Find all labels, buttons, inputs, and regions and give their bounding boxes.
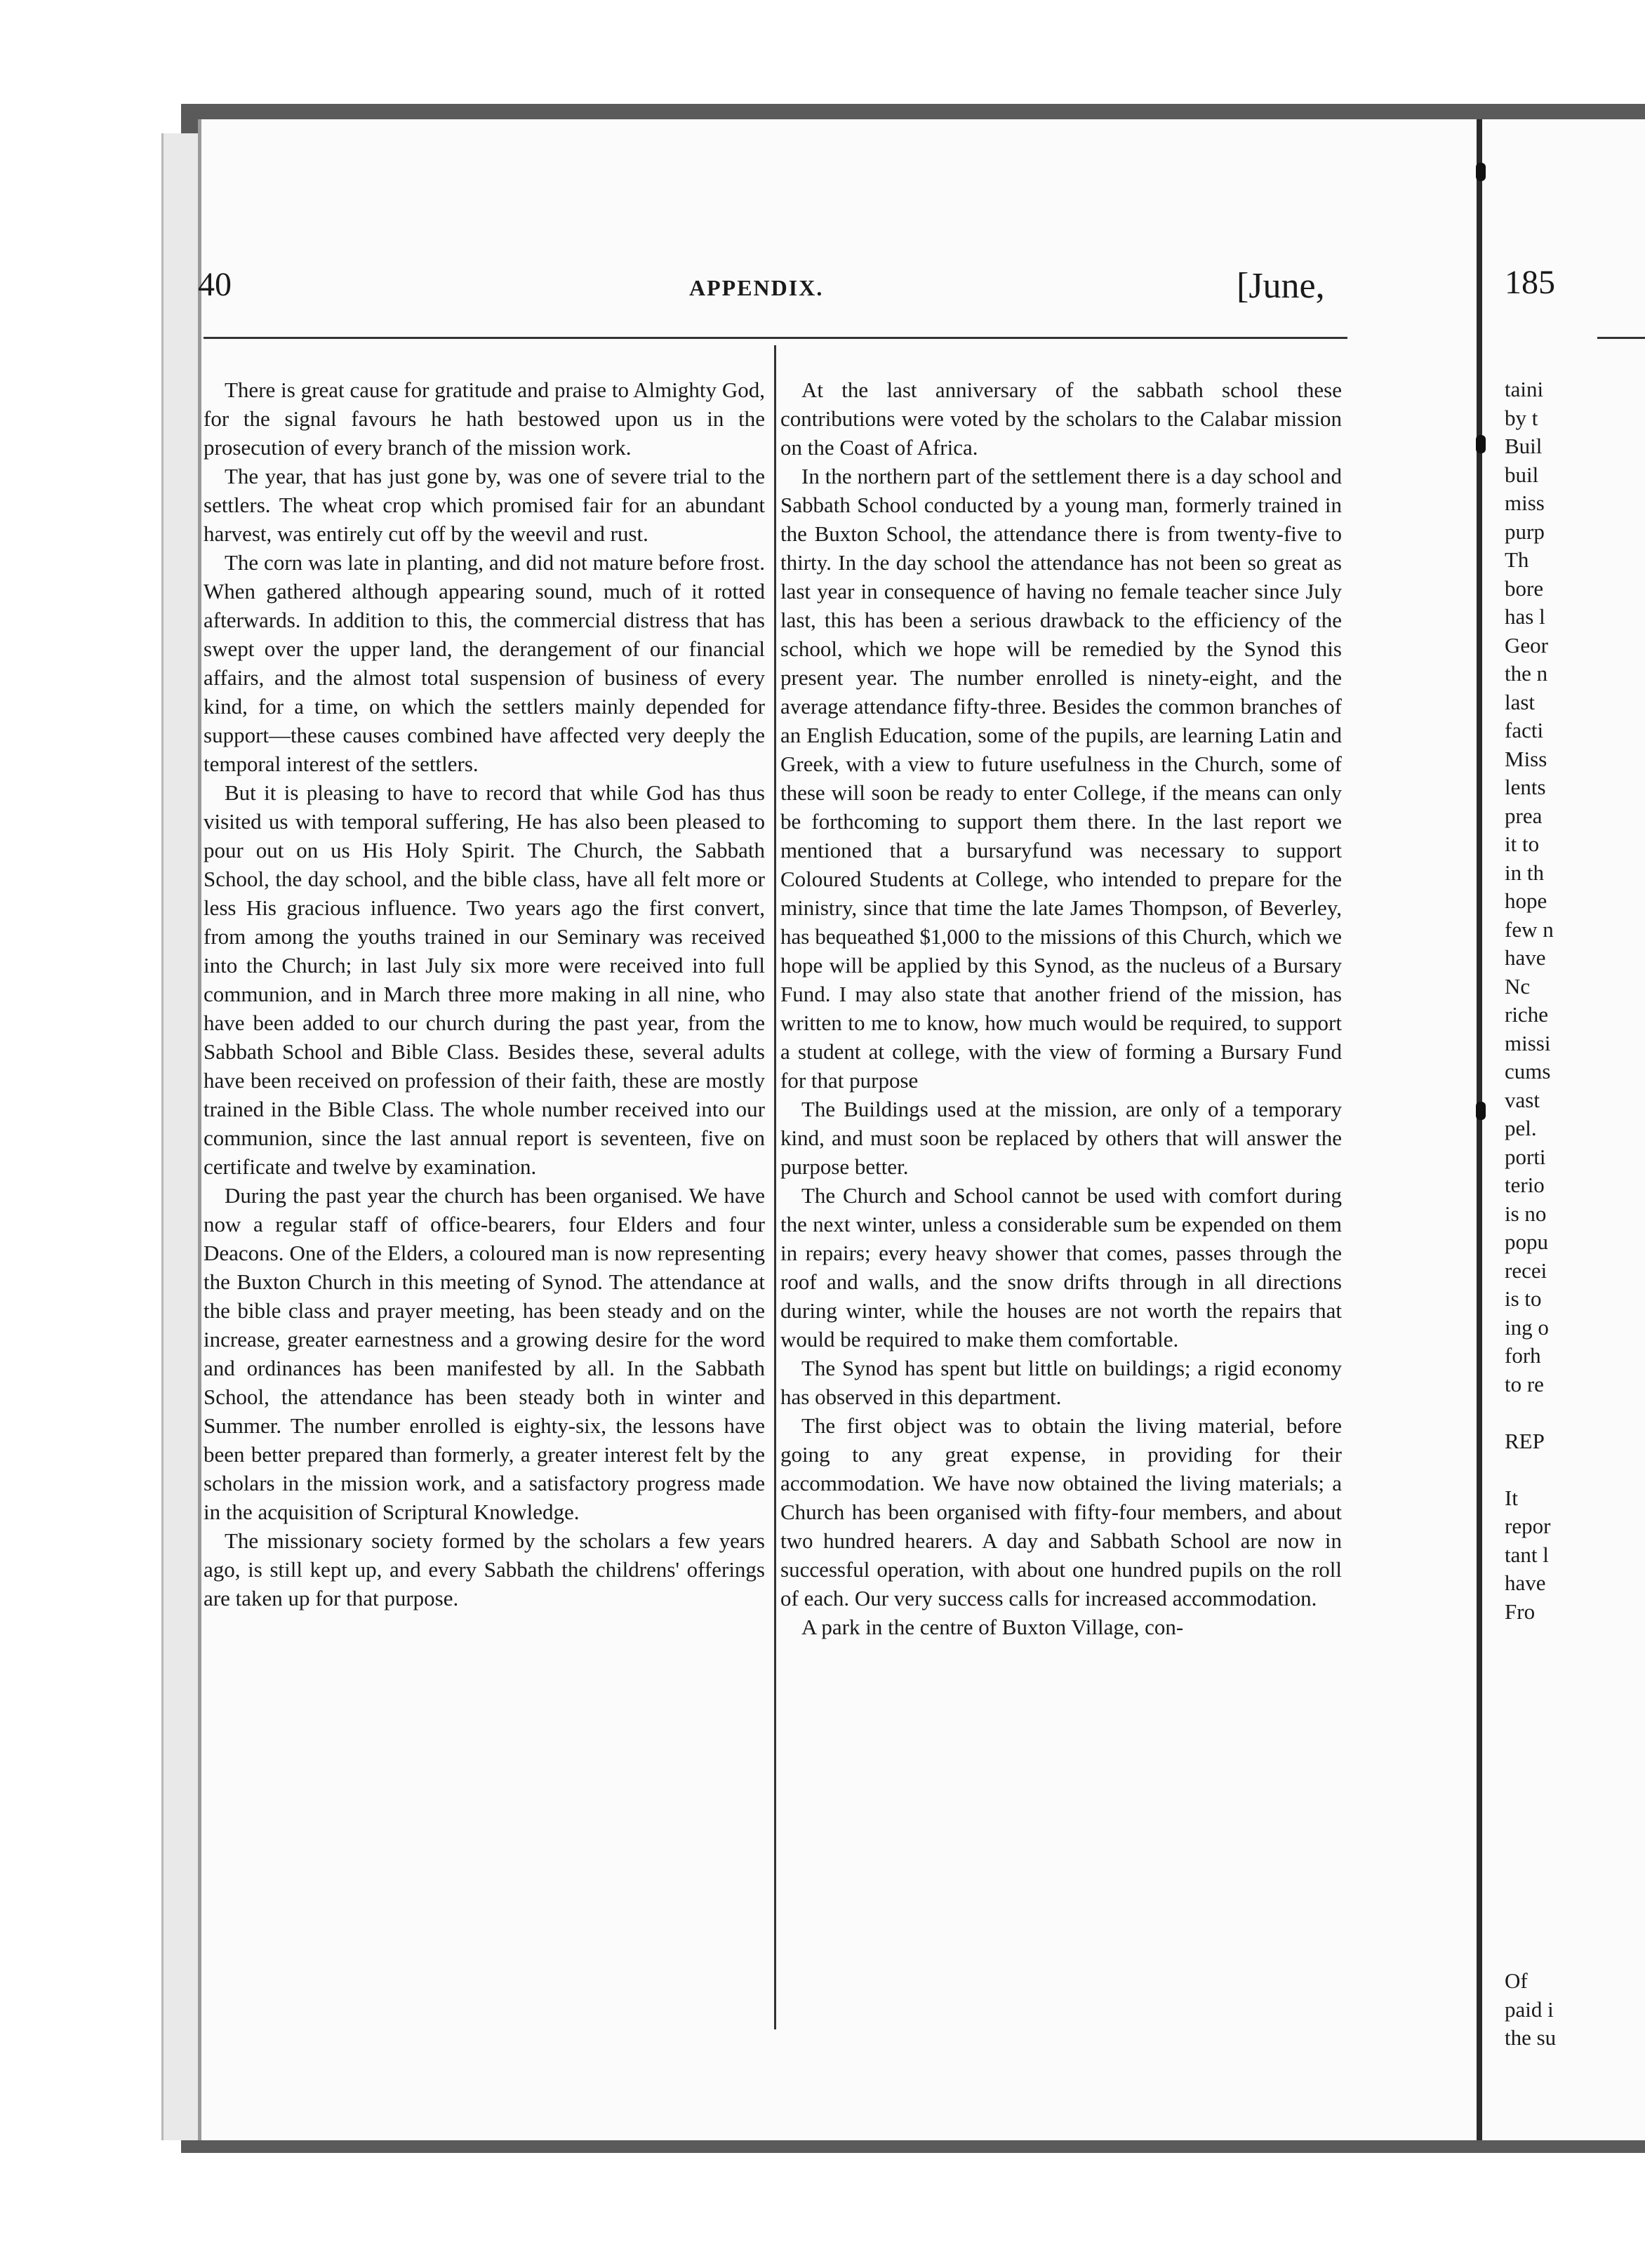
facing-page-line [1505, 1455, 1556, 1484]
paragraph: The Buildings used at the mission, are only of a temporary kind, and must soon be replaced by others that will answer the purpose better. [780, 1097, 1342, 1179]
facing-page-line: REP [1505, 1428, 1545, 1453]
facing-page-line [1505, 1768, 1556, 1797]
facing-page-line: missi [1505, 1030, 1551, 1055]
facing-page-line: forh [1505, 1343, 1541, 1368]
paragraph: In the northern part of the settlement there is a day school and Sabbath School conducted by a young man, formerly trained in the Buxton School, the attendance there is from twenty-five to thirty. In the day school the attendance has not been so great as last year in consequence of having no female teacher since July last, this has been a serious drawback to the efficiency of the school, which we hope will be remedied by the Synod this present year. The number enrolled is ninety-eight, and the average attendance fifty-three. Besides the common branches of an English Education, some of the pupils, are learning Latin and Greek, with a view to future usefulness in the Church, some of these will soon be ready to enter College, if the means can only be forthcoming to support them there. In the last report we mentioned that a bursaryfund was necessary to support Coloured Students at College, who intended to prepare for the ministry, since that time the late James Thompson, of Beverley, has bequeathed $1,000 to the missions of this Church, which we hope will be applied by this Synod, as the nucleus of a Bursary Fund. I may also state that another friend of the mission, has written to me to know, how much would be required, to support a student at college, with the view of forming a Bursary Fund for that purpose [780, 464, 1342, 1093]
facing-page-line: facti [1505, 718, 1544, 742]
facing-page-line [1505, 1655, 1556, 1683]
left-column [204, 375, 765, 1613]
facing-page-line: cums [1505, 1059, 1551, 1083]
facing-page-line [1505, 1399, 1556, 1427]
paragraph: The missionary society formed by the scholars a few years ago, is still kept up, and every Sabbath the childrens' offerings are taken up for that purpose. [204, 1528, 765, 1610]
facing-page-line: ing o [1505, 1314, 1549, 1340]
facing-page-line [1505, 1910, 1556, 1939]
facing-page-line [1505, 1882, 1556, 1911]
header-rule [204, 337, 1347, 339]
facing-page-line: it to [1505, 832, 1540, 856]
facing-page-line: tant l [1505, 1542, 1549, 1567]
facing-page-line: It [1505, 1485, 1518, 1510]
facing-page-line [1505, 1853, 1556, 1882]
facing-page-rule [1597, 337, 1645, 339]
facing-page-line [1505, 1626, 1556, 1655]
paragraph: During the past year the church has been organised. We have now a regular staff of office-bearers, four Elders and four Deacons. One of the Elders, a coloured man is now representing the Buxton Church in this meeting of Synod. The attendance at the bible class and prayer meeting, has been steady and on the increase, greater earnestness and a growing desire for the word and ordinances has been manifested by all. In the Sabbath School, the attendance has been steady both in winter and Summer. The number enrolled is eighty-six, the lessons have been better prepared than formerly, a greater interest felt by the scholars in the mission work, and a satisfactory progress made in the acquisition of Scriptural Knowledge. [204, 1183, 765, 1524]
facing-page-line: recei [1505, 1258, 1547, 1283]
paragraph: The corn was late in planting, and did not mature before frost. When gathered although appearing sound, much of it rotted afterwards. In addition to this, the commercial distress that has swept over the upper land, the derangement of our financial affairs, and the almost total suspension of business of every kind, for a time, on which the settlers mainly depended for support—these causes combined have affected very deeply the temporal interest of the settlers. [204, 550, 765, 776]
facing-page-line: by t [1505, 405, 1538, 430]
paragraph: The Church and School cannot be used with comfort during the next winter, unless a considerable sum be expended on them in repairs; every heavy shower that comes, passes through the roof and walls, and the snow drifts through in all directions during winter, while the houses are not worth the repairs that would be required to make them comfortable. [780, 1183, 1342, 1352]
facing-page-line: few n [1505, 916, 1554, 942]
facing-page-line: purp [1505, 519, 1545, 544]
facing-page-line [1505, 1712, 1556, 1740]
facing-page-line: in th [1505, 860, 1544, 885]
facing-page-line: Fro [1505, 1599, 1536, 1624]
paragraph: But it is pleasing to have to record that while God has thus visited us with temporal suffering, He has also been pleased to pour out on us His Holy Spirit. The Church, the Sabbath School, the day school, and the bible class, have all felt more or less His gracious influence. Two years ago the first convert, from among the youths trained in our Seminary was received into the Church; in last July six more were received into full communion, and in March three more making in all nine, who have been added to our church during the past year, from the Sabbath School and Bible Class. Besides these, several adults have been received on profession of their faith, these are mostly trained in the Bible Class. The whole number received into our communion, since the last annual report is seventeen, five on certificate and twelve by examination. [204, 780, 765, 1179]
facing-page-line [1505, 1796, 1556, 1825]
book-gutter [1477, 119, 1482, 2140]
binding-mark [1476, 163, 1486, 181]
facing-page-year: 185 [1505, 264, 1555, 301]
column-rule [774, 345, 776, 2029]
right-column [780, 375, 1342, 1641]
paragraph: The Synod has spent but little on buildings; a rigid economy has observed in this department. [780, 1356, 1342, 1409]
facing-page-line: repor [1505, 1514, 1551, 1538]
facing-page-line: last [1505, 689, 1536, 714]
facing-page-line: the n [1505, 661, 1548, 686]
facing-page-line: to re [1505, 1371, 1544, 1396]
paragraph: There is great cause for gratitude and praise to Almighty God, for the signal favours he hath bestowed upon us in the prosecution of every branch of the mission work. [204, 378, 765, 460]
facing-page-line: buil [1505, 462, 1539, 487]
facing-page-line: have [1505, 945, 1546, 970]
binding-mark [1476, 1102, 1486, 1120]
facing-page-line [1505, 1825, 1556, 1854]
facing-page-line [1505, 1939, 1556, 1968]
paragraph: The year, that has just gone by, was one of severe trial to the settlers. The wheat crop which promised fair for an abundant harvest, was entirely cut off by the weevil and rust. [204, 464, 765, 546]
binding-mark [1476, 435, 1486, 453]
facing-page-line: hope [1505, 888, 1547, 913]
paragraph: At the last anniversary of the sabbath school these contributions were voted by the scholars to the Calabar mission on the Coast of Africa. [780, 378, 1342, 460]
paragraph: A park in the centre of Buxton Village, con- [801, 1615, 1184, 1639]
page-number: 40 [198, 266, 232, 303]
facing-page-line: porti [1505, 1144, 1546, 1169]
facing-page-line [1505, 1740, 1556, 1768]
facing-page-line: paid i [1505, 1996, 1554, 2022]
facing-page-line: popu [1505, 1229, 1548, 1254]
facing-page-line: Th [1505, 547, 1529, 572]
facing-page-line: have [1505, 1570, 1546, 1595]
facing-page-line: is to [1505, 1286, 1542, 1311]
facing-page-line: the su [1505, 2025, 1557, 2050]
running-date: [June, [1237, 266, 1325, 306]
facing-page-line: Nc [1505, 973, 1531, 999]
running-header [198, 265, 1349, 314]
facing-page-line: riche [1505, 1002, 1548, 1027]
facing-page-line: is no [1505, 1201, 1547, 1226]
facing-page-line: pel. [1505, 1116, 1537, 1140]
facing-page-line: terio [1505, 1173, 1545, 1197]
facing-page-line: prea [1505, 803, 1543, 828]
facing-page-line: lents [1505, 775, 1546, 799]
facing-page-line: has l [1505, 604, 1545, 629]
facing-page-line: bore [1505, 575, 1544, 601]
running-title: APPENDIX. [689, 275, 824, 300]
facing-page-text [1505, 375, 1556, 2053]
facing-page-line: Buil [1505, 434, 1543, 458]
facing-page-line: vast [1505, 1087, 1540, 1112]
facing-page-line: taini [1505, 377, 1544, 401]
facing-page-line: miss [1505, 491, 1545, 515]
paragraph: The first object was to obtain the living material, before going to any great expense, in providing for their accommodation. We have now obtained the living materials; a Church has been organised with fifty-four members, and about two hundred hearers. A day and Sabbath School are now in successful operation, with about one hundred pupils on the roll of each. Our very success calls for increased accommodation. [780, 1413, 1342, 1610]
facing-page-line: Of [1505, 1968, 1528, 1993]
facing-page-line: Geor [1505, 632, 1548, 658]
facing-page-line: Miss [1505, 746, 1547, 771]
facing-page-line [1505, 1683, 1556, 1712]
